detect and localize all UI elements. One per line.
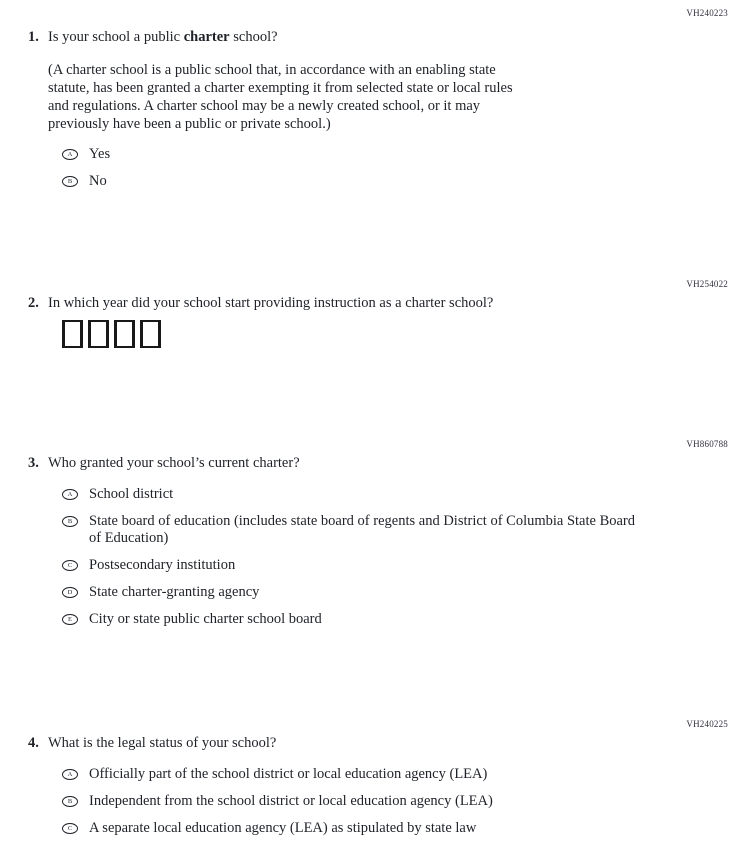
item-code: VH240225 [686, 719, 728, 729]
answer-bubble-icon[interactable]: B [62, 796, 78, 807]
option-label: Yes [89, 146, 111, 162]
answer-bubble-icon[interactable]: E [62, 614, 78, 625]
question-number: 4. [28, 735, 39, 751]
answer-option[interactable] [62, 146, 748, 163]
answer-option[interactable] [62, 557, 748, 574]
question-number: 2. [28, 295, 39, 311]
option-label: Officially part of the school district or local education agency (LEA) [89, 766, 488, 782]
note-line: statute, has been granted a charter exempting it from selected state or local rules [48, 80, 513, 96]
answer-option[interactable] [62, 486, 748, 503]
answer-bubble-icon[interactable]: C [62, 560, 78, 571]
option-label: School district [89, 486, 174, 502]
charter-definition-note [48, 61, 648, 133]
answer-option[interactable] [62, 820, 748, 837]
answer-bubble-icon[interactable]: D [62, 587, 78, 598]
question-1-options [62, 146, 748, 190]
answer-bubble-icon[interactable]: C [62, 823, 78, 834]
note-line: (A charter school is a public school that, in accordance with an enabling state [48, 62, 496, 78]
question-title: What is the legal status of your school? [48, 735, 277, 751]
year-digit-box[interactable] [140, 320, 161, 348]
year-digit-box[interactable] [114, 320, 135, 348]
item-code: VH240223 [686, 8, 728, 18]
question-title-prefix: Is your school a public [48, 29, 184, 45]
question-number: 3. [28, 455, 39, 471]
answer-option[interactable] [62, 173, 748, 190]
question-2-text [0, 294, 748, 313]
question-4-section [0, 711, 748, 847]
answer-option[interactable] [62, 766, 748, 783]
question-4-text [0, 734, 748, 753]
option-label: No [89, 173, 107, 189]
question-title-suffix: school? [229, 29, 278, 45]
question-1-section [0, 0, 748, 200]
question-title-bold-word: charter [183, 29, 230, 45]
answer-option[interactable] [62, 584, 748, 601]
year-digit-box[interactable] [88, 320, 109, 348]
answer-bubble-icon[interactable]: B [62, 516, 78, 527]
question-2-section [0, 271, 748, 348]
question-1-text [0, 28, 748, 47]
answer-option[interactable] [62, 513, 748, 547]
question-title: Who granted your school’s current charter? [48, 455, 300, 471]
option-label: Independent from the school district or local education agency (LEA) [89, 793, 493, 809]
question-title: In which year did your school start providing instruction as a charter school? [48, 295, 494, 311]
answer-option[interactable] [62, 611, 748, 628]
note-line: previously have been a public or private school.) [48, 116, 331, 132]
note-line: and regulations. A charter school may be a newly created school, or it may [48, 98, 481, 114]
question-3-text [0, 454, 748, 473]
option-label: City or state public charter school board [89, 611, 322, 627]
option-label: Postsecondary institution [89, 557, 236, 573]
year-entry-boxes [62, 320, 748, 348]
answer-bubble-icon[interactable]: B [62, 176, 78, 187]
item-code: VH860788 [686, 439, 728, 449]
question-3-section [0, 431, 748, 638]
option-label: State charter-granting agency [89, 584, 260, 600]
option-label: State board of education (includes state board of regents and District of Columbia State Board of Education) [89, 513, 636, 546]
answer-option[interactable] [62, 793, 748, 810]
answer-bubble-icon[interactable]: A [62, 489, 78, 500]
question-number: 1. [28, 29, 39, 45]
question-title [48, 28, 748, 47]
year-digit-box[interactable] [62, 320, 83, 348]
question-4-options [62, 766, 748, 837]
answer-bubble-icon[interactable]: A [62, 149, 78, 160]
question-3-options [62, 486, 748, 628]
option-label: A separate local education agency (LEA) as stipulated by state law [89, 820, 477, 836]
answer-bubble-icon[interactable]: A [62, 769, 78, 780]
item-code: VH254022 [686, 279, 728, 289]
